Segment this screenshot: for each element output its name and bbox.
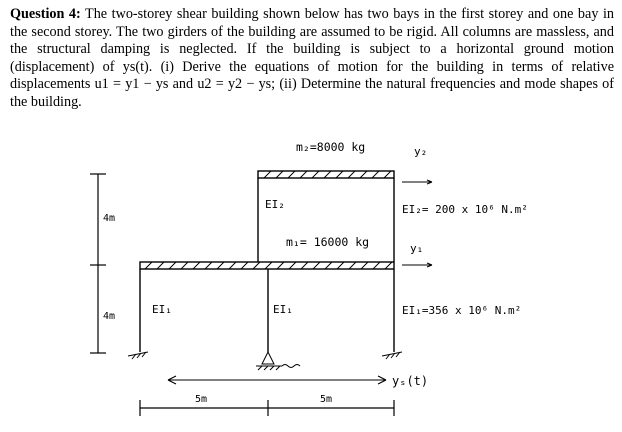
ei2-left-label: EI₂ — [265, 198, 285, 211]
mass-m1-label: m₁= 16000 kg — [286, 235, 370, 249]
y2-label: y₂ — [414, 145, 428, 158]
right-fixed-support — [382, 352, 402, 359]
ei1-value-label: EI₁=356 x 10⁶ N.m² — [402, 304, 522, 317]
span-left-label: 5m — [195, 394, 208, 405]
ei1-left-label: EI₁ — [152, 303, 172, 316]
mass-m2-label: m₂=8000 kg — [296, 140, 366, 154]
ei1-mid-label: EI₁ — [273, 303, 293, 316]
left-fixed-support — [128, 352, 148, 359]
ground-motion-label: yₛ(t) — [392, 374, 429, 388]
floor-girder — [140, 262, 394, 269]
middle-fixed-support — [256, 352, 300, 370]
height-top-label: 4m — [103, 213, 116, 224]
ei2-value-label: EI₂= 200 x 10⁶ N.m² — [402, 203, 528, 216]
question-label: Question 4: — [10, 6, 81, 22]
top-girder-hatch — [264, 171, 391, 178]
y1-label: y₁ — [410, 242, 424, 255]
span-right-label: 5m — [320, 394, 333, 405]
height-bottom-label: 4m — [103, 311, 116, 322]
question-body: The two-storey shear building shown below has two bays in the first storey and one bay in the second storey. The two girders of the building are assumed to be rigid. All columns are massless, and the structural damping is neglected. If the building is subject to a horizontal ground motion (displacement) of ys(t). (i) Derive the equations of motion for the building in terms of relative displacements u1 = y1 − ys and u2 = y2 − ys; (ii) Determine the natural frequencies and mode shapes of the building. — [10, 6, 614, 110]
floor-girder-hatch — [145, 262, 392, 269]
